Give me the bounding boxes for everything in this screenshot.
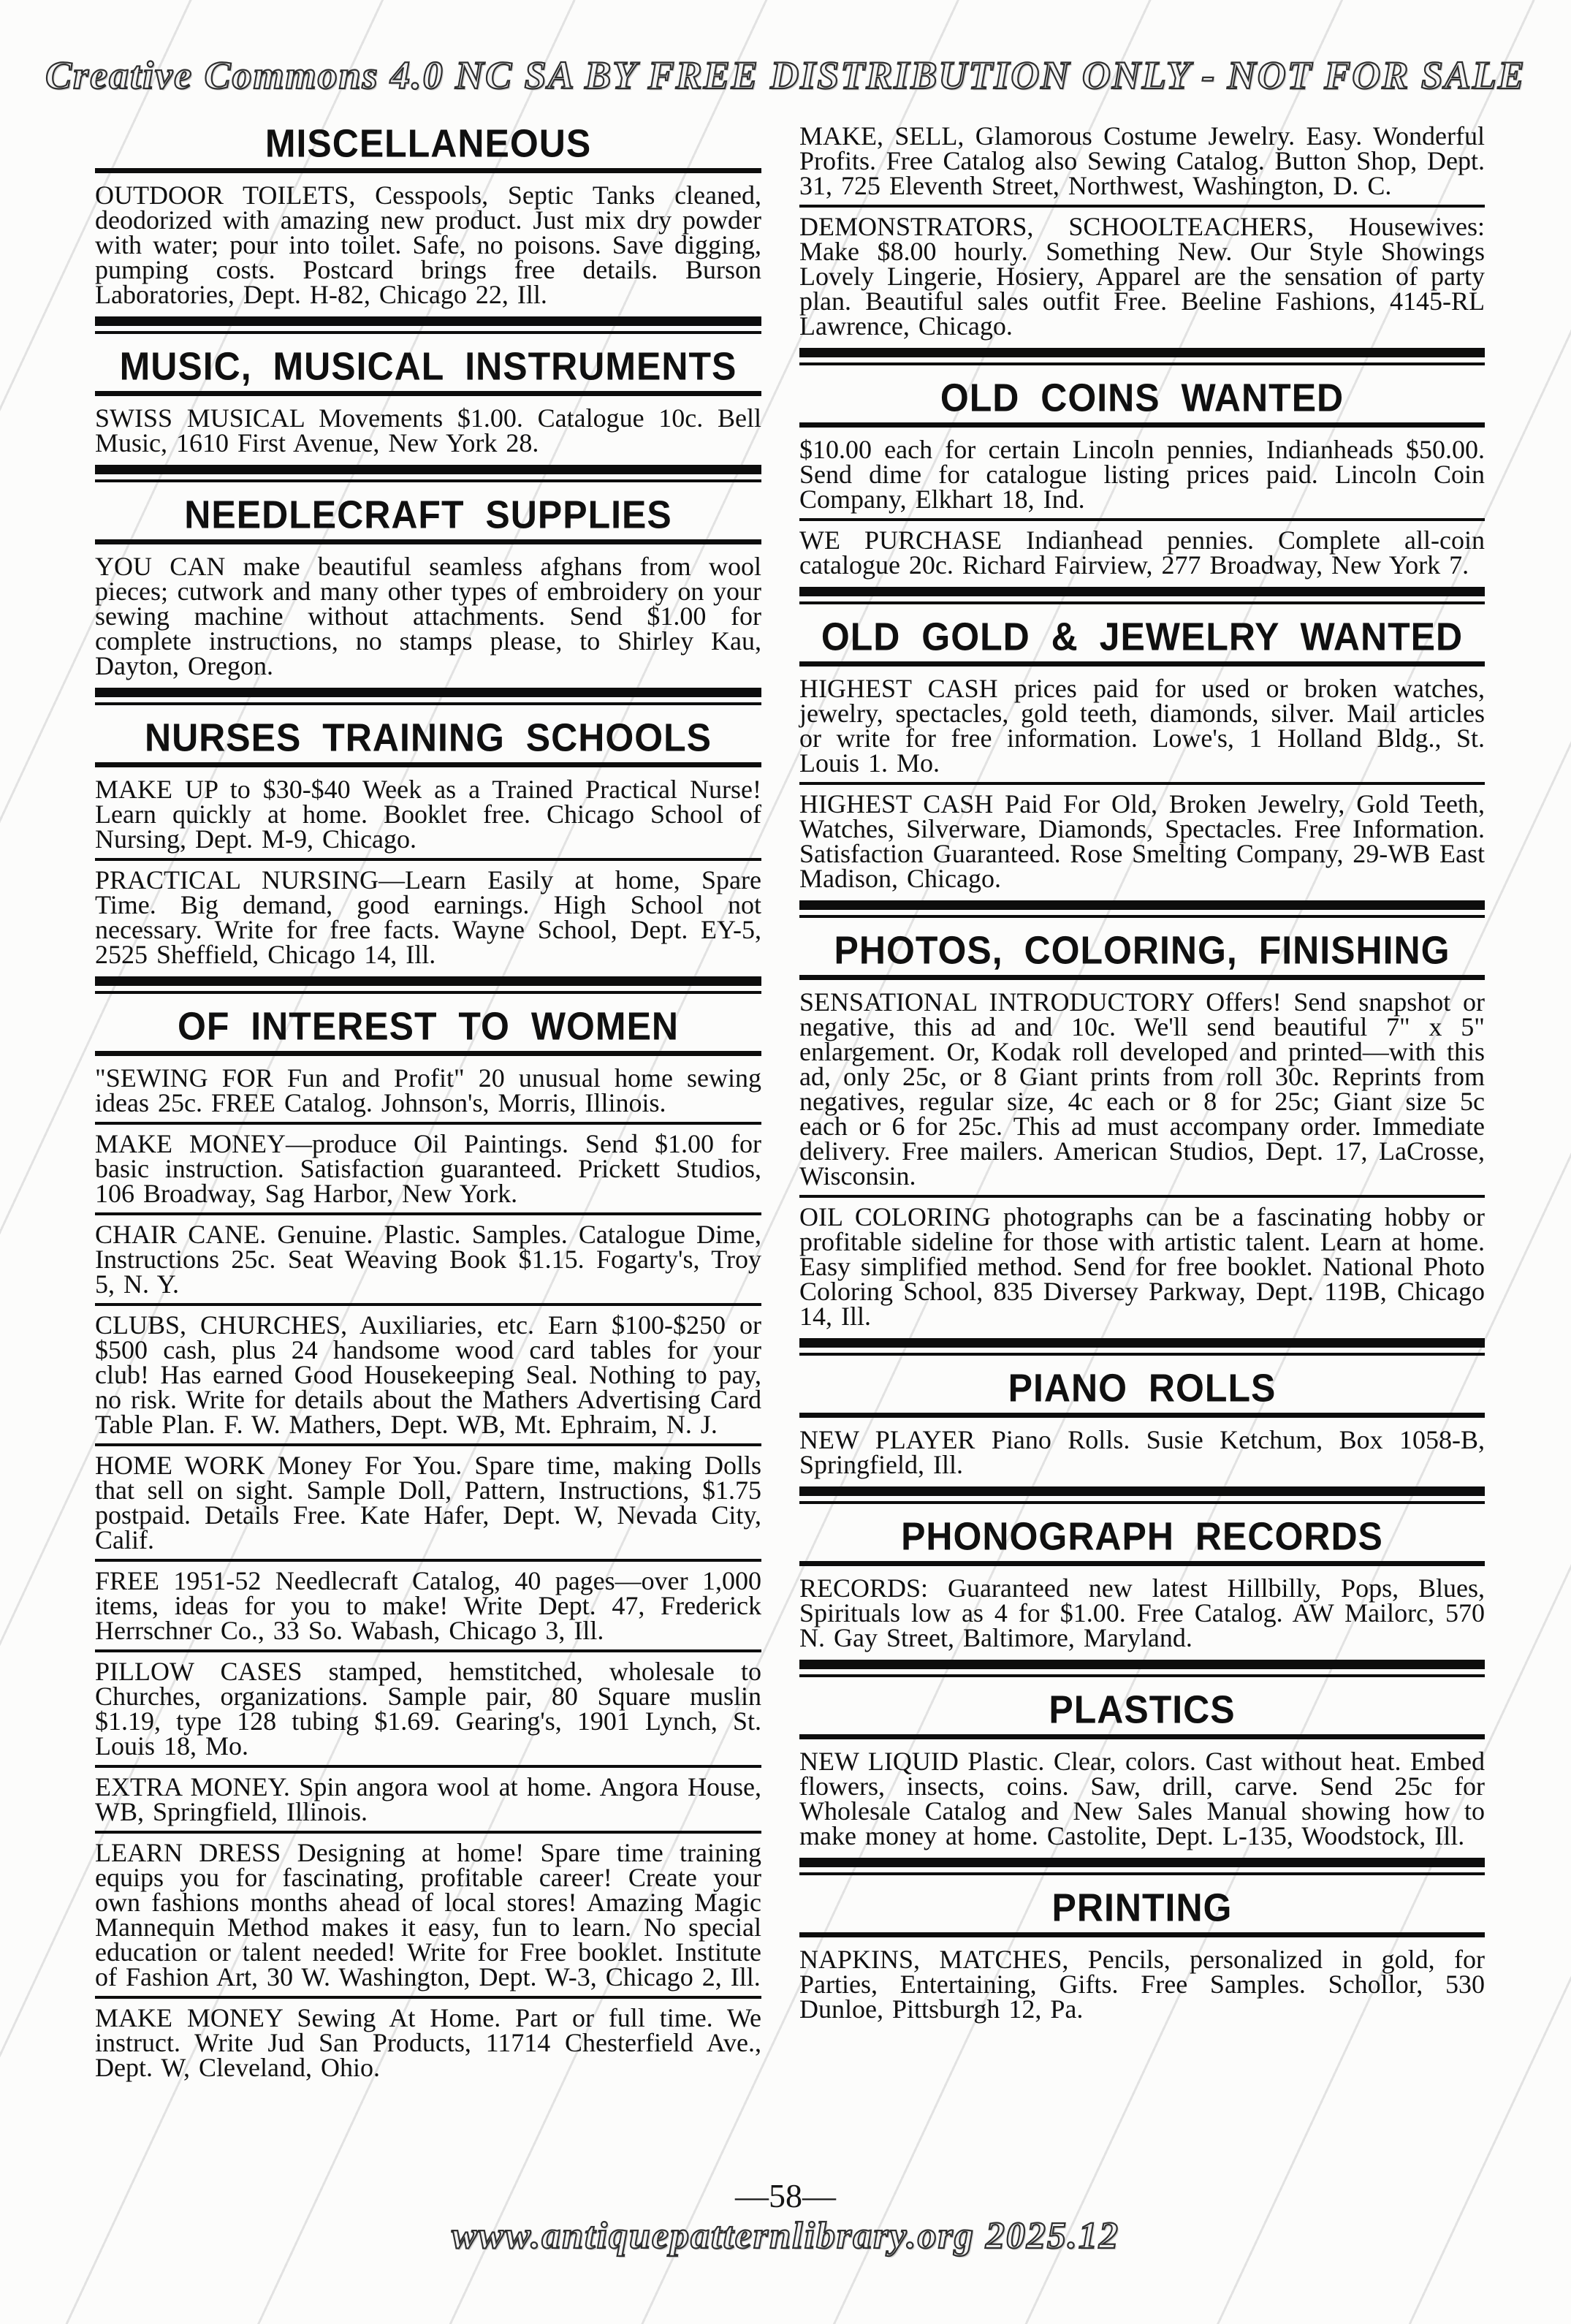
heading-rule [799, 1561, 1485, 1566]
heading-rule [799, 661, 1485, 667]
section-heading-music: MUSIC, MUSICAL INSTRUMENTS [119, 343, 737, 389]
ad-divider [95, 1559, 761, 1562]
section-divider [95, 316, 761, 334]
classified-ad: NEW PLAYER Piano Rolls. Susie Ketchum, Box 1058-B, Springfield, Ill. [799, 1425, 1485, 1479]
section-divider [799, 348, 1485, 365]
classified-ad: CHAIR CANE. Genuine. Plastic. Samples. Catalogue Dime, Instructions 25c. Seat Weaving Book $1.15. Fogarty's, Troy 5, N. Y. [95, 1220, 761, 1299]
heading-rule [799, 1932, 1485, 1937]
section-heading-piano-rolls: PIANO ROLLS [1008, 1365, 1277, 1410]
section-divider [799, 1858, 1485, 1875]
section-heading-nurses: NURSES TRAINING SCHOOLS [144, 715, 712, 760]
classified-ad: PRACTICAL NURSING—Learn Easily at home, Spare Time. Big demand, good earnings. High School not necessary. Write for free facts. Wayne School, Dept. EY-5, 2525 Sheffield, Chicago 14, Ill. [95, 865, 761, 969]
ad-divider [95, 1212, 761, 1215]
classified-ad: PILLOW CASES stamped, hemstitched, wholesale to Churches, organizations. Sample pair, 80 Square muslin $1.19, type 128 tubing $1.69. Gearing's, 1901 Lynch, St. Louis 18, Mo. [95, 1657, 761, 1761]
site-watermark: www.antiquepatternlibrary.org 2025.12 [452, 2215, 1119, 2257]
ad-divider [799, 782, 1485, 785]
columns-container [95, 123, 1485, 2081]
ad-divider [799, 205, 1485, 208]
classified-ad: MAKE MONEY—produce Oil Paintings. Send $1.00 for basic instruction. Satisfaction guaranteed. Prickett Studios, 106 Broadway, Sag Harbor, New York. [95, 1129, 761, 1208]
heading-rule [95, 539, 761, 544]
ad-divider [95, 1649, 761, 1652]
classified-ad: WE PURCHASE Indianhead pennies. Complete all-coin catalogue 20c. Richard Fairview, 277 Broadway, New York 7. [799, 525, 1485, 580]
section-heading-of-interest-to-women: OF INTEREST TO WOMEN [177, 1003, 680, 1049]
page-number: —58— [735, 2177, 836, 2214]
classified-ad: "SEWING FOR Fun and Profit" 20 unusual home sewing ideas 25c. FREE Catalog. Johnson's, Morris, Illinois. [95, 1063, 761, 1117]
ad-divider [95, 1765, 761, 1768]
section-divider [799, 1660, 1485, 1677]
section-divider [95, 465, 761, 482]
section-heading-phonograph-records: PHONOGRAPH RECORDS [901, 1514, 1383, 1559]
section-heading-old-coins: OLD COINS WANTED [940, 375, 1344, 420]
ad-divider [95, 858, 761, 861]
ad-divider [799, 1195, 1485, 1198]
classified-ad: SWISS MUSICAL Movements $1.00. Catalogue 10c. Bell Music, 1610 First Avenue, New York 28. [95, 403, 761, 457]
classified-ad: OIL COLORING photographs can be a fascinating hobby or profitable sideline for those with artistic talent. Learn at home. Easy simplified method. Send for free booklet. National Photo Coloring School, 835 Diversey Parkway, Dept. 119B, Chicago 14, Ill. [799, 1202, 1485, 1331]
section-divider [799, 900, 1485, 918]
classified-ad: MAKE, SELL, Glamorous Costume Jewelry. Easy. Wonderful Profits. Free Catalog also Sewing Catalog. Button Shop, Dept. 31, 725 Eleventh Street, Northwest, Washington, D. C. [799, 121, 1485, 200]
left-column [95, 123, 761, 2081]
classified-ad: RECORDS: Guaranteed new latest Hillbilly, Pops, Blues, Spirituals low as 4 for $1.00. Free Catalog. AW Mailorc, 570 N. Gay Street, Baltimore, Maryland. [799, 1573, 1485, 1652]
section-divider [95, 976, 761, 994]
heading-rule [95, 391, 761, 396]
heading-rule [95, 168, 761, 173]
classified-ad: HIGHEST CASH prices paid for used or broken watches, jewelry, spectacles, gold teeth, diamonds, silver. Mail articles or write for free information. Lowe's, 1 Holland Bldg., St. Louis 1. Mo. [799, 674, 1485, 778]
section-heading-needlecraft: NEEDLECRAFT SUPPLIES [184, 492, 672, 537]
section-heading-old-gold-jewelry: OLD GOLD & JEWELRY WANTED [821, 614, 1464, 659]
classified-ad: CLUBS, CHURCHES, Auxiliaries, etc. Earn $100-$250 or $500 cash, plus 24 handsome wood card tables for your club! Has earned Good Housekeeping Seal. Nothing to pay, no risk. Write for details about the Mathers Advertising Card Table Plan. F. W. Mathers, Dept. WB, Mt. Ephraim, N. J. [95, 1310, 761, 1439]
ad-divider [95, 1122, 761, 1125]
classified-ad: FREE 1951-52 Needlecraft Catalog, 40 pages—over 1,000 items, ideas for you to make! Write Dept. 47, Frederick Herrschner Co., 33 So. Wabash, Chicago 3, Ill. [95, 1566, 761, 1645]
heading-rule [799, 422, 1485, 428]
classified-ad: $10.00 each for certain Lincoln pennies, Indianheads $50.00. Send dime for catalogue listing prices paid. Lincoln Coin Company, Elkhart 18, Ind. [799, 435, 1485, 514]
heading-rule [799, 1734, 1485, 1739]
ad-divider [95, 1831, 761, 1834]
classified-ad: HOME WORK Money For You. Spare time, making Dolls that sell on sight. Sample Doll, Pattern, Instructions, $1.75 postpaid. Details Free. Kate Hafer, Dept. W, Nevada City, Calif. [95, 1451, 761, 1554]
heading-rule [95, 762, 761, 767]
section-heading-photos-coloring: PHOTOS, COLORING, FINISHING [834, 927, 1450, 973]
ad-divider [95, 1303, 761, 1306]
section-divider [799, 1338, 1485, 1356]
classified-ad: YOU CAN make beautiful seamless afghans from wool pieces; cutwork and many other types of embroidery on your sewing machine without attachments. Send $1.00 for complete instructions, no stamps please, to Shirley Kau, Dayton, Oregon. [95, 552, 761, 680]
classified-ad: MAKE UP to $30-$40 Week as a Trained Practical Nurse! Learn quickly at home. Booklet free. Chicago School of Nursing, Dept. M-9, Chicago. [95, 775, 761, 854]
license-banner: Creative Commons 4.0 NC SA BY FREE DISTRIBUTION ONLY - NOT FOR SALE [45, 53, 1526, 97]
classified-ad: NEW LIQUID Plastic. Clear, colors. Cast without heat. Embed flowers, insects, coins. Saw, drill, carve. Send 25c for Wholesale Catalog and New Sales Manual showing how to make money at home. Castolite, Dept. L-135, Woodstock, Ill. [799, 1747, 1485, 1850]
heading-rule [799, 975, 1485, 980]
classified-ad: HIGHEST CASH Paid For Old, Broken Jewelry, Gold Teeth, Watches, Silverware, Diamonds, Spectacles. Free Information. Satisfaction Guaranteed. Rose Smelting Company, 29-WB East Madison, Chicago. [799, 789, 1485, 893]
classified-ad: SENSATIONAL INTRODUCTORY Offers! Send snapshot or negative, this ad and 10c. We'll send beautiful 7" x 5" enlargement. Or, Kodak roll developed and printed—with this ad, only 25c, or 8 Giant prints from roll 30c. Reprints from negatives, regular size, 4c each or 8 for 25c; Giant size 5c each or 6 for 25c. This ad must accompany order. Immediate delivery. Free mailers. American Studios, Dept. 17, LaCrosse, Wisconsin. [799, 987, 1485, 1191]
heading-rule [799, 1413, 1485, 1418]
classified-ad: OUTDOOR TOILETS, Cesspools, Septic Tanks cleaned, deodorized with amazing new product. Just mix dry powder with water; pour into toilet. Safe, no poisons. Save digging, pumping costs. Postcard brings free details. Burson Laboratories, Dept. H-82, Chicago 22, Ill. [95, 181, 761, 309]
right-column [799, 123, 1485, 2022]
ad-divider [95, 1443, 761, 1446]
classified-ad: MAKE MONEY Sewing At Home. Part or full time. We instruct. Write Jud San Products, 11714 Chesterfield Ave., Dept. W, Cleveland, Ohio. [95, 2003, 761, 2082]
section-divider [799, 587, 1485, 604]
heading-rule [95, 1051, 761, 1056]
section-heading-printing: PRINTING [1051, 1885, 1233, 1930]
ad-divider [95, 1996, 761, 1999]
section-heading-miscellaneous: MISCELLANEOUS [265, 121, 592, 166]
section-divider [95, 688, 761, 705]
classified-ad: LEARN DRESS Designing at home! Spare time training equips you for fascinating, profitable career! Create your own fashions months ahead of local stores! Amazing Magic Mannequin Method makes it easy, fun to learn. No special education or talent needed! Write for Free booklet. Institute of Fashion Art, 30 W. Washington, Dept. W-3, Chicago 2, Ill. [95, 1838, 761, 1991]
section-divider [799, 1486, 1485, 1504]
classified-ad: NAPKINS, MATCHES, Pencils, personalized in gold, for Parties, Entertaining, Gifts. Free Samples. Schollor, 530 Dunloe, Pittsburgh 12, Pa. [799, 1945, 1485, 2024]
classified-ad: DEMONSTRATORS, SCHOOLTEACHERS, Housewives: Make $8.00 hourly. Something New. Our Style Showings Lovely Lingerie, Hosiery, Apparel are the sensation of party plan. Beautiful sales outfit Free. Beeline Fashions, 4145-RL Lawrence, Chicago. [799, 212, 1485, 341]
classified-ad: EXTRA MONEY. Spin angora wool at home. Angora House, WB, Springfield, Illinois. [95, 1772, 761, 1826]
ad-divider [799, 518, 1485, 521]
section-heading-plastics: PLASTICS [1049, 1687, 1236, 1732]
